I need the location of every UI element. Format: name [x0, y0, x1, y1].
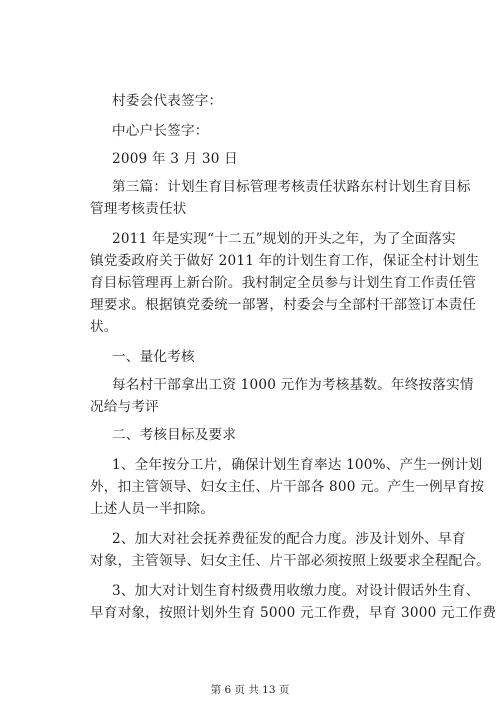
- heading-targets-requirements: 二、考核目标及要求: [112, 427, 237, 443]
- item-1-line-3: 上述人员一半扣除。: [90, 501, 215, 517]
- item-3-line-1: 3、加大对计划生育村级费用收缴力度。对设计假话外生育、: [112, 583, 480, 599]
- page-number-footer: 第 6 页 共 13 页: [210, 684, 290, 696]
- section-title-continued: 管理考核责任状: [90, 201, 187, 217]
- item-2-line-2: 对象，主管领导、妇女主任、片干部必须按照上级要求全程配合。: [90, 553, 491, 569]
- heading-quantitative-assessment: 一、量化考核: [112, 349, 195, 365]
- paragraph-assessment-line-2: 况给与考评: [90, 399, 159, 415]
- signature-date: 2009 年 3 月 30 日: [112, 151, 238, 167]
- item-2-line-1: 2、加大对社会抚养费征发的配合力度。涉及计划外、早育: [112, 531, 466, 547]
- section-title: 第三篇：计划生育目标管理考核责任状路东村计划生育目标: [112, 179, 471, 195]
- paragraph-intro-line-5: 状。: [90, 319, 118, 335]
- paragraph-intro-line-2: 镇党委政府关于做好 2011 年的计划生育工作，保证全村计划生: [90, 253, 480, 269]
- paragraph-assessment-line-1: 每名村干部拿出工资 1000 元作为考核基数。年终按落实情: [112, 377, 474, 393]
- item-3-line-2: 早育对象，按照计划外生育 5000 元工作费，早育 3000 元工作费: [90, 605, 497, 621]
- signature-village-committee: 村委会代表签字：: [112, 93, 223, 109]
- signature-household-head: 中心户长签字：: [112, 123, 209, 139]
- paragraph-intro-line-3: 育目标管理再上新台阶。我村制定全员参与计划生育工作责任管: [90, 275, 477, 291]
- item-1-line-2: 外，扣主管领导、妇女主任、片干部各 800 元。产生一例早育按: [90, 479, 485, 495]
- paragraph-intro-line-1: 2011 年是实现“十二五”规划的开头之年，为了全面落实: [112, 231, 456, 247]
- item-1-line-1: 1、全年按分工片，确保计划生育率达 100%、产生一例计划: [112, 457, 483, 473]
- paragraph-intro-line-4: 理要求。根据镇党委统一部署，村委会与全部村干部签订本责任: [90, 297, 477, 313]
